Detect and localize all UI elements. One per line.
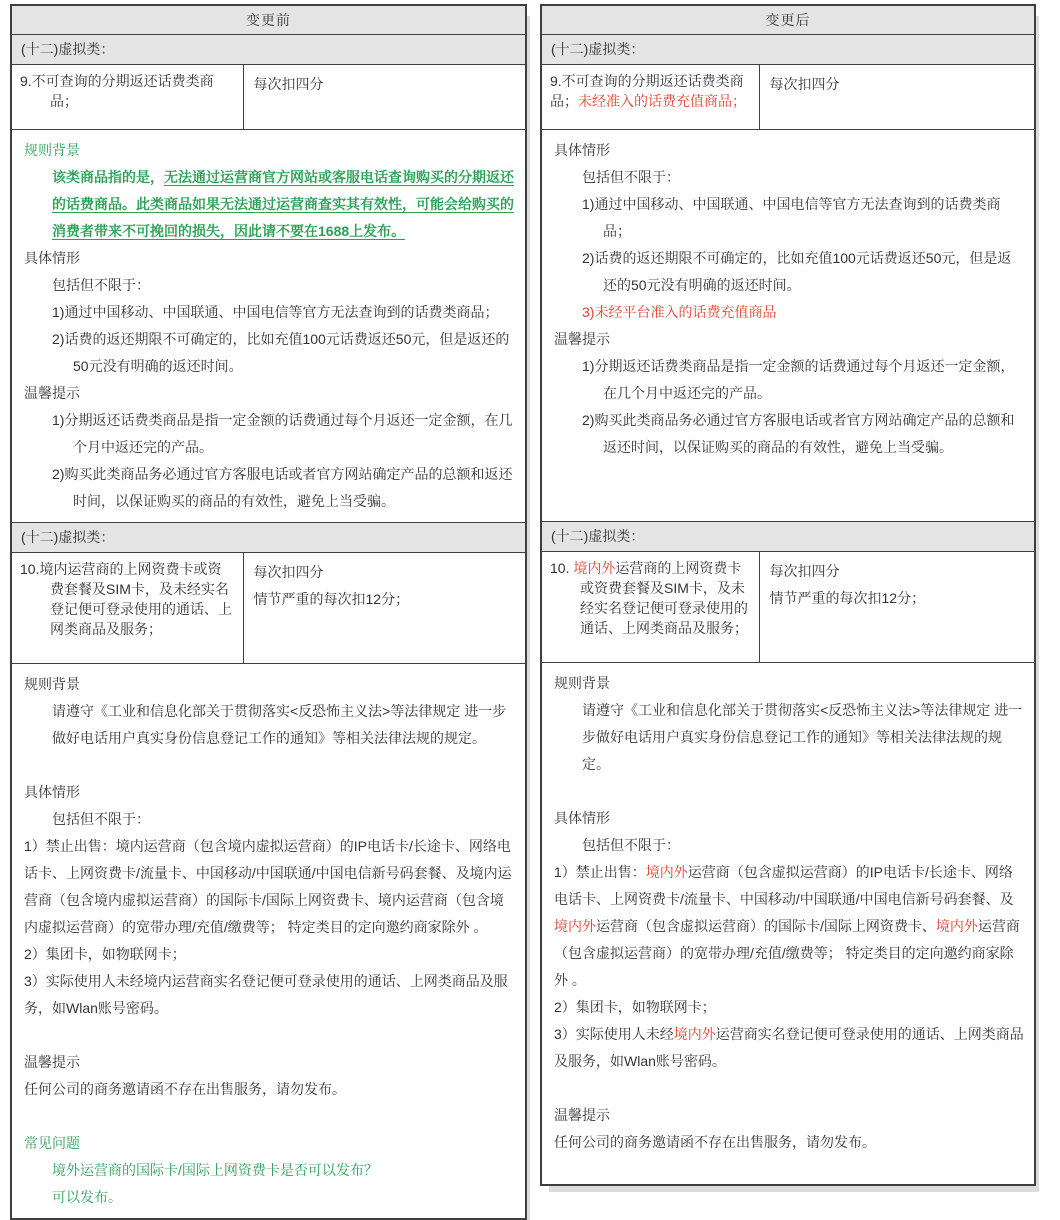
- paragraph: [24, 1076, 515, 1103]
- spacer-line: [24, 752, 515, 779]
- paragraph: [554, 1102, 1024, 1129]
- text-run: 温馨提示: [24, 384, 80, 401]
- text-run: 1)通过中国移动、中国联通、中国电信等官方无法查询到的话费类商品；: [52, 303, 499, 320]
- paragraph: [24, 968, 515, 1022]
- paragraph: [24, 1049, 515, 1076]
- text-run: 2)话费的返还期限不可确定的，比如充值100元话费返还50元，但是返还的50元没有明确的返还时间。: [52, 330, 510, 374]
- paragraph: [24, 806, 515, 833]
- text-run: 3)未经平台准入的话费充值商品: [582, 303, 777, 320]
- paragraph: [554, 1021, 1024, 1075]
- text-run: 运营商（包含虚拟运营商）的IP电话卡/长途卡、网络电话卡、上网资费卡/流量卡、中国移动/中国联通/中国电信新号码套餐、及: [554, 863, 1014, 907]
- text-run: 具体情形: [24, 783, 80, 800]
- text-run: 包括但不限于：: [52, 276, 150, 293]
- text-run: 温馨提示: [24, 1053, 80, 1070]
- paragraph: [554, 407, 1024, 461]
- spacer-line: [554, 778, 1024, 805]
- spacer-line: [24, 1022, 515, 1049]
- paragraph: [254, 559, 516, 586]
- before-rule10-item: [11, 552, 243, 663]
- before-category-2: (十二)虚拟类：: [11, 522, 526, 552]
- text-run: 每次扣四分: [253, 75, 324, 92]
- after-table: [540, 4, 1036, 1186]
- text-run: 情节严重的每次扣12分；: [253, 590, 410, 607]
- text-run: 任何公司的商务邀请函不存在出售服务，请勿发布。: [24, 1080, 346, 1097]
- after-header: 变更后: [541, 5, 1035, 34]
- paragraph: [770, 71, 1025, 98]
- paragraph: [554, 994, 1024, 1021]
- after-rule10-detail: [541, 662, 1035, 1185]
- text-run: 具体情形: [554, 809, 610, 826]
- paragraph: [24, 380, 515, 407]
- text-run: 具体情形: [24, 249, 80, 266]
- text-run: 无法通过运营商官方网站或客服电话查询购买的分期返还的话费商品。此类商品如果无法通过运营商查实其有效性，可能会给购买的消费者带来不可挽回的损失，因此请不要在1688上发布。: [52, 168, 514, 239]
- paragraph: [24, 407, 515, 461]
- paragraph: [770, 585, 1025, 612]
- text-run: 1)分期返还话费类商品是指一定金额的话费通过每个月返还一定金额，在几个月中返还完的产品。: [52, 411, 513, 455]
- paragraph: [24, 698, 515, 752]
- before-rule9-item: [11, 64, 243, 129]
- after-category-2: (十二)虚拟类：: [541, 521, 1035, 551]
- after-rule9-penalty: [759, 64, 1035, 129]
- text-run: 3）实际使用人未经: [554, 1025, 674, 1042]
- after-rule10-item: [541, 551, 759, 662]
- text-run: 每次扣四分: [253, 563, 324, 580]
- paragraph: [554, 191, 1024, 245]
- paragraph: [554, 670, 1024, 697]
- text-run: 可以发布。: [52, 1188, 122, 1205]
- paragraph: [254, 71, 516, 98]
- text-run: 该类商品指的是，: [52, 168, 164, 185]
- paragraph: [24, 164, 515, 245]
- paragraph: [24, 326, 515, 380]
- after-rule10-penalty: [759, 551, 1035, 662]
- text-run: 规则背景: [24, 675, 80, 692]
- text-run: 每次扣四分: [769, 562, 840, 579]
- paragraph: [770, 558, 1025, 585]
- text-run: 任何公司的商务邀请函不存在出售服务，请勿发布。: [554, 1133, 876, 1150]
- text-run: 境内外: [645, 863, 688, 880]
- text-run: 规则背景: [554, 674, 610, 691]
- paragraph: [24, 1157, 515, 1184]
- text-run: 运营商实名登记便可登录使用的通话、上网类商品及服务，如Wlan账号密码。: [554, 1025, 1024, 1069]
- text-run: 运营商的上网资费卡或资费套餐及SIM卡，及未经实名登记便可登录使用的通话、上网类商品及服务；: [580, 559, 748, 636]
- before-table: [10, 4, 527, 1220]
- text-run: 包括但不限于：: [582, 168, 680, 185]
- paragraph: [554, 353, 1024, 407]
- before-category-1: (十二)虚拟类：: [11, 34, 526, 64]
- text-run: 9.不可查询的分期返还话费类商品；: [550, 72, 744, 109]
- text-run: 9.不可查询的分期返还话费类商品；: [20, 72, 214, 109]
- text-run: 10.境内运营商的上网资费卡或资费套餐及SIM卡，及未经实名登记便可登录使用的通话、上网类商品及服务；: [20, 560, 232, 637]
- paragraph: [554, 832, 1024, 859]
- text-run: 2）集团卡，如物联网卡；: [24, 945, 186, 962]
- after-category-1: (十二)虚拟类：: [541, 34, 1035, 64]
- before-rule10-detail: [11, 663, 526, 1219]
- text-run: 未经准入的话费充值商品；: [578, 92, 746, 109]
- paragraph: [554, 697, 1024, 778]
- text-run: 温馨提示: [554, 330, 610, 347]
- spacer-line: [24, 1103, 515, 1130]
- text-run: 包括但不限于：: [52, 810, 150, 827]
- paragraph: [554, 164, 1024, 191]
- paragraph: [254, 586, 516, 613]
- before-rule10-penalty: [243, 552, 526, 663]
- text-run: 每次扣四分: [769, 75, 840, 92]
- text-run: 2)购买此类商品务必通过官方客服电话或者官方网站确定产品的总额和返还时间，以保证购买的商品的有效性，避免上当受骗。: [52, 465, 513, 509]
- spacer-line: [554, 1075, 1024, 1102]
- text-run: 情节严重的每次扣12分；: [769, 589, 926, 606]
- text-run: 1）禁止出售：: [554, 863, 646, 880]
- text-run: 1)通过中国移动、中国联通、中国电信等官方无法查询到的话费类商品；: [582, 195, 1001, 239]
- paragraph: [24, 245, 515, 272]
- text-run: 2)话费的返还期限不可确定的，比如充值100元话费返还50元，但是返还的50元没有明确的返还时间。: [582, 249, 1012, 293]
- paragraph: [24, 137, 515, 164]
- text-run: 境内外: [573, 559, 616, 576]
- text-run: 运营商（包含虚拟运营商）的宽带办理/充值/缴费等； 特定类目的定向邀约商家除外 。: [554, 917, 1020, 988]
- text-run: 境内外: [935, 917, 978, 934]
- paragraph: [24, 1184, 515, 1211]
- paragraph: [554, 805, 1024, 832]
- text-run: 具体情形: [554, 141, 610, 158]
- text-run: 10.: [550, 559, 574, 576]
- text-run: 境外运营商的国际卡/国际上网资费卡是否可以发布？: [52, 1161, 378, 1178]
- before-rule9-penalty: [243, 64, 526, 129]
- text-run: 请遵守《工业和信息化部关于贯彻落实<反恐怖主义法>等法律规定 进一步做好电话用户真实身份信息登记工作的通知》等相关法律法规的规定。: [582, 701, 1023, 772]
- paragraph: [554, 137, 1024, 164]
- text-run: 常见问题: [24, 1134, 80, 1151]
- text-run: 运营商（包含虚拟运营商）的国际卡/国际上网资费卡、: [596, 917, 936, 934]
- paragraph: [24, 272, 515, 299]
- text-run: 境内外: [554, 917, 596, 934]
- text-run: 3）实际使用人未经境内运营商实名登记便可登录使用的通话、上网类商品及服务，如Wlan账号密码。: [24, 972, 508, 1016]
- paragraph: [554, 326, 1024, 353]
- paragraph: [554, 1129, 1024, 1156]
- text-run: 境内外: [673, 1025, 716, 1042]
- before-header: 变更前: [11, 5, 526, 34]
- paragraph: [24, 941, 515, 968]
- paragraph: [554, 859, 1024, 994]
- paragraph: [24, 833, 515, 941]
- paragraph: [24, 461, 515, 515]
- text-run: 2）集团卡，如物联网卡；: [554, 998, 716, 1015]
- paragraph: [554, 299, 1024, 326]
- paragraph: [24, 1130, 515, 1157]
- after-rule9-item: [541, 64, 759, 129]
- text-run: 温馨提示: [554, 1106, 610, 1123]
- text-run: 包括但不限于：: [582, 836, 680, 853]
- text-run: 请遵守《工业和信息化部关于贯彻落实<反恐怖主义法>等法律规定 进一步做好电话用户真实身份信息登记工作的通知》等相关法律法规的规定。: [52, 702, 507, 746]
- before-rule9-detail: [11, 129, 526, 522]
- text-run: 1）禁止出售：境内运营商（包含境内虚拟运营商）的IP电话卡/长途卡、网络电话卡、上网资费卡/流量卡、中国移动/中国联通/中国电信新号码套餐、及境内运营商（包含境内虚拟运营商）的国际卡/国际上网资费卡、境内运营商（包含境内虚拟运营商）的宽带办理/充值/缴费等； 特定类目的定向邀约商家除外 。: [24, 837, 512, 935]
- paragraph: [554, 245, 1024, 299]
- paragraph: [24, 671, 515, 698]
- text-run: 规则背景: [24, 141, 80, 158]
- text-run: 2)购买此类商品务必通过官方客服电话或者官方网站确定产品的总额和返还时间，以保证购买的商品的有效性，避免上当受骗。: [582, 411, 1015, 455]
- after-rule9-detail: [541, 129, 1035, 521]
- paragraph: [24, 299, 515, 326]
- text-run: 1)分期返还话费类商品是指一定金额的话费通过每个月返还一定金额，在几个月中返还完的产品。: [582, 357, 1015, 401]
- paragraph: [24, 779, 515, 806]
